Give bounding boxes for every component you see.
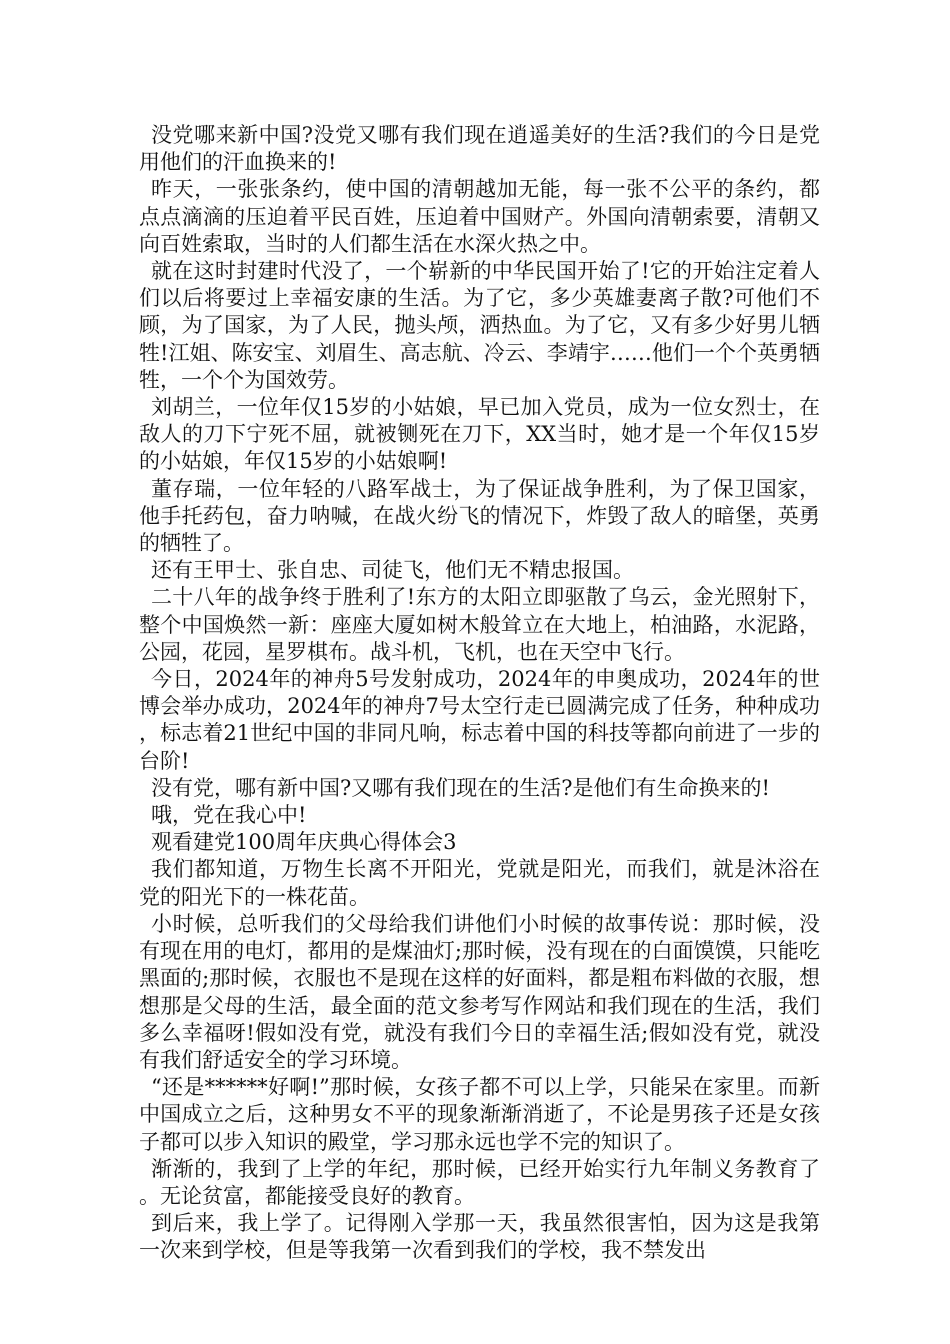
document-page [139, 122, 820, 1265]
paragraph: “还是******好啊!”那时候，女孩子都不可以上学，只能呆在家里。而新中国成立之后，这种男女不平的现象渐渐消逝了，不论是男孩子还是女孩子都可以步入知识的殿堂，学习那永远也学不完的知识了。 [139, 1075, 820, 1154]
paragraph: 昨天，一张张条约，使中国的清朝越加无能，每一张不公平的条约，都点点滴滴的压迫着平民百姓，压迫着中国财产。外国向清朝索要，清朝又向百姓索取，当时的人们都生活在水深火热之中。 [139, 177, 820, 256]
section-title: 观看建党100周年庆典心得体会3 [151, 830, 457, 855]
paragraph: 没有党，哪有新中国?又哪有我们现在的生活?是他们有生命换来的! [151, 775, 770, 800]
paragraph: 小时候，总听我们的父母给我们讲他们小时候的故事传说：那时候，没有现在用的电灯，都用的是煤油灯;那时候，没有现在的白面馍馍，只能吃黑面的;那时候，衣服也不是现在这样的好面料，都是粗布料做的衣服，想想那是父母的生活，最全面的范文参考写作网站和我们现在的生活，我们多么幸福呀!假如没有党，就没有我们今日的幸福生活;假如没有党，就没有我们舒适安全的学习环境。 [139, 911, 820, 1072]
paragraph: 刘胡兰，一位年仅15岁的小姑娘，早已加入党员，成为一位女烈士，在敌人的刀下宁死不屈，就被铡死在刀下，XX当时，她才是一个年仅15岁的小姑娘，年仅15岁的小姑娘啊! [139, 395, 820, 474]
paragraph: 二十八年的战争终于胜利了!东方的太阳立即驱散了乌云，金光照射下，整个中国焕然一新：座座大厦如树木般耸立在大地上，柏油路，水泥路，公园，花园，星罗棋布。战斗机，飞机，也在天空中飞行。 [139, 585, 820, 664]
paragraph: 还有王甲士、张自忠、司徒飞，他们无不精忠报国。 [151, 558, 634, 583]
paragraph: 渐渐的，我到了上学的年纪，那时候，已经开始实行九年制义务教育了。无论贫富，都能接受良好的教育。 [139, 1156, 820, 1208]
paragraph: 我们都知道，万物生长离不开阳光，党就是阳光，而我们，就是沐浴在党的阳光下的一株花苗。 [139, 857, 820, 909]
paragraph: 董存瑞，一位年轻的八路军战士，为了保证战争胜利，为了保卫国家，他手托药包，奋力呐喊，在战火纷飞的情况下，炸毁了敌人的暗堡，英勇的牺牲了。 [139, 476, 820, 556]
paragraph: 到后来，我上学了。记得刚入学那一天，我虽然很害怕，因为这是我第一次来到学校，但是等我第一次看到我们的学校，我不禁发出 [139, 1211, 820, 1263]
paragraph: 没党哪来新中国?没党又哪有我们现在逍遥美好的生活?我们的今日是党用他们的汗血换来的! [139, 123, 820, 175]
paragraph: 就在这时封建时代没了，一个崭新的中华民国开始了!它的开始注定着人们以后将要过上幸福安康的生活。为了它，多少英雄妻离子散?可他们不顾，为了国家，为了人民，抛头颅，洒热血。为了它，又有多少好男儿牺牲!江姐、陈安宝、刘眉生、高志航、冷云、李靖宇……他们一个个英勇牺牲，一个个为国效劳。 [139, 259, 820, 392]
paragraph: 今日，2024年的神舟5号发射成功，2024年的申奥成功，2024年的世博会举办成功，2024年的神舟7号太空行走已圆满完成了任务，种种成功，标志着21世纪中国的非同凡响，标志着中国的科技等都向前进了一步的台阶! [139, 667, 820, 773]
paragraph: 哦，党在我心中! [151, 803, 307, 828]
